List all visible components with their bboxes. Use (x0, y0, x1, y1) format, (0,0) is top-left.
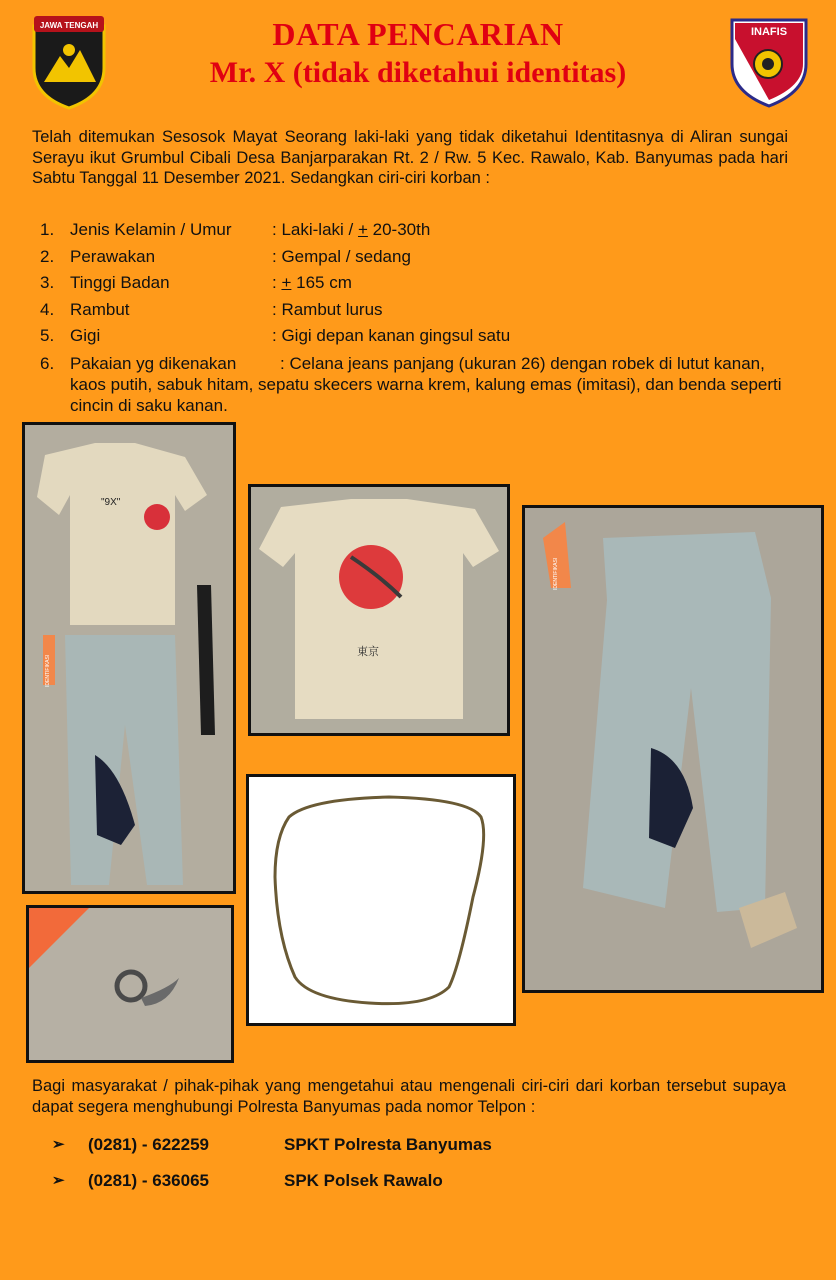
photo2-shirt-label: 東京 (357, 645, 379, 658)
inafis-logo (728, 12, 810, 108)
detail-number: 5. (40, 326, 55, 345)
photo-clothing-full (22, 422, 236, 894)
detail-label: Pakaian yg dikenakan (70, 353, 237, 373)
detail-label: Tinggi Badan (70, 273, 170, 292)
detail-row-hair (40, 298, 800, 325)
detail-number: 2. (40, 246, 55, 266)
contact-org: SPKT Polresta Banyumas (284, 1135, 492, 1154)
arrow-icon: ➢ (52, 1172, 65, 1189)
detail-label: Gigi (70, 326, 101, 345)
detail-value: : Rambut lurus (272, 299, 383, 319)
detail-row-teeth (40, 324, 800, 351)
intro-paragraph: Telah ditemukan Sesosok Mayat Seorang laki-laki yang tidak diketahui Identitasnya di Aliran sungai Serayu ikut Grumbul Cibali Desa Banjarparakan Rt. 2 / Rw. 5 Kec. Rawalo, Kab. Banyumas pada hari Sabtu Tanggal 11 Desember 2021. Sedangkan ciri-ciri korban : (32, 128, 788, 187)
arrow-icon: ➢ (52, 1136, 65, 1153)
detail-label: Jenis Kelamin / Umur (70, 220, 232, 239)
detail-value (272, 218, 430, 242)
photo1-shirt-label: "9X" (101, 497, 121, 508)
detail-row-height (40, 271, 800, 298)
photo-ring (26, 905, 234, 1063)
detail-row-build (40, 245, 800, 272)
page-subtitle: Mr. X (tidak diketahui identitas) (209, 56, 627, 89)
photo-jeans-shoe (522, 505, 824, 993)
detail-value: : Gempal / sedang (272, 246, 411, 266)
logo-left-label: JAWA TENGAH (39, 21, 99, 30)
title-block (120, 14, 716, 92)
detail-row-gender-age (40, 218, 800, 245)
detail-value-suffix: 165 cm (291, 273, 352, 292)
detail-number: 3. (40, 273, 55, 292)
contact-list (52, 1134, 752, 1206)
photo3-arrow-label: IDENTIFIKASI (553, 557, 559, 590)
contact-org: SPK Polsek Rawalo (284, 1171, 443, 1190)
contact-phone: (0281) - 622259 (88, 1135, 209, 1154)
detail-value (272, 271, 352, 295)
detail-label: Rambut (70, 299, 130, 319)
detail-value-prefix: : Laki-laki / (272, 220, 358, 239)
photo-tshirt (248, 484, 510, 736)
logo-right-label: INAFIS (750, 26, 788, 38)
detail-value: : Celana jeans panjang (ukuran 26) dengan robek di lutut kanan, kaos putih, sabuk hitam, sepatu skecers warna krem, kalung emas (imitasi), dan benda seperti cincin di saku kanan. (70, 353, 782, 415)
contact-item (52, 1134, 752, 1170)
detail-value-suffix: 20-30th (367, 220, 431, 239)
detail-row-clothing (40, 351, 800, 416)
detail-label: Perawakan (70, 246, 156, 266)
victim-details-list (40, 218, 800, 416)
photo1-arrow-label: IDENTIFIKASI (45, 654, 51, 687)
detail-value: : Gigi depan kanan gingsul satu (272, 326, 511, 345)
page-title: DATA PENCARIAN (272, 16, 564, 52)
detail-number: 4. (40, 299, 55, 319)
detail-number: 6. (40, 353, 55, 373)
jawa-tengah-logo (30, 12, 108, 110)
detail-number: 1. (40, 220, 55, 239)
contact-item (52, 1170, 752, 1206)
detail-value-prefix: : (272, 273, 282, 292)
contact-phone: (0281) - 636065 (88, 1171, 209, 1190)
photo-necklace (246, 774, 516, 1026)
plus-minus-sign: + (357, 220, 368, 239)
plus-minus-sign: + (281, 273, 292, 292)
outro-paragraph: Bagi masyarakat / pihak-pihak yang mengetahui atau mengenali ciri-ciri dari korban tersebut supaya dapat segera menghubungi Polresta Banyumas pada nomor Telpon : (32, 1077, 786, 1116)
